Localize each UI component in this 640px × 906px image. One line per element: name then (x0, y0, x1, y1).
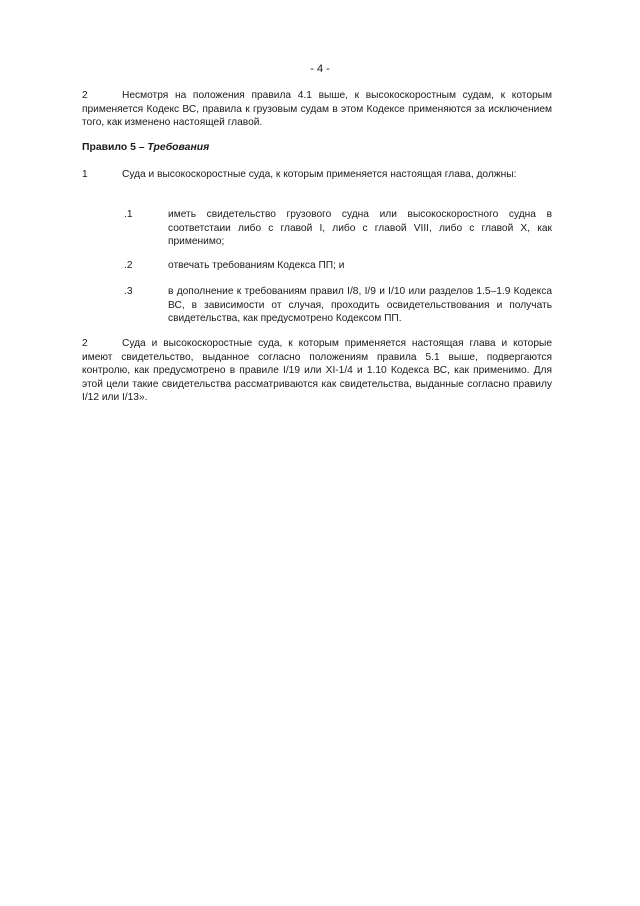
rule-heading (82, 141, 209, 155)
page-number: - 4 - (310, 63, 330, 75)
paragraph-1-text: Суда и высокоскоростные суда, к которым применяется настоящая глава, должны: (122, 169, 517, 180)
list-item-number: .1 (124, 209, 133, 220)
list-item-text: иметь свидетельство грузового судна или высокоскоростного судна в соответстаии либо с главой I, либо с главой VIII, либо с главой X, как применимо; (168, 209, 552, 248)
rule-heading-title: Требования (147, 142, 210, 153)
list-item-number: .3 (124, 286, 133, 297)
paragraph-intro-text: Несмотря на положения правила 4.1 выше, к высокоскоростным судам, к которым применяется Кодекс ВС, правила к грузовым судам в этом Кодексе применяются за исключением того, как изменено настоящей главой. (82, 90, 552, 129)
paragraph-2-number: 2 (82, 338, 88, 349)
paragraph-intro (82, 89, 552, 130)
rule-heading-prefix: Правило 5 – (82, 142, 145, 153)
paragraph-1 (82, 168, 552, 182)
paragraph-2-text: Суда и высокоскоростные суда, к которым применяется настоящая глава и которые имеют свидетельство, выданное согласно положениям правила 5.1 выше, подвергаются контролю, как предусмотрено в правиле I/19 или XI-1/4 и 1.10 Кодекса ВС, как применимо. Для этой цели такие свидетельства рассматриваются как свидетельства, выданные согласно правилу I/12 или I/13». (82, 338, 552, 404)
list-item-text: отвечать требованиям Кодекса ПП; и (168, 260, 345, 271)
list-item-text: в дополнение к требованиям правил I/8, I/9 и I/10 или разделов 1.5–1.9 Кодекса ВС, в зависимости от случая, проходить освидетельствования и получать свидетельства, как предусмотрено Кодексом ПП. (168, 286, 552, 325)
paragraph-1-number: 1 (82, 169, 88, 180)
paragraph-intro-number: 2 (82, 90, 88, 101)
paragraph-2 (82, 337, 552, 405)
list-item-number: .2 (124, 260, 133, 271)
